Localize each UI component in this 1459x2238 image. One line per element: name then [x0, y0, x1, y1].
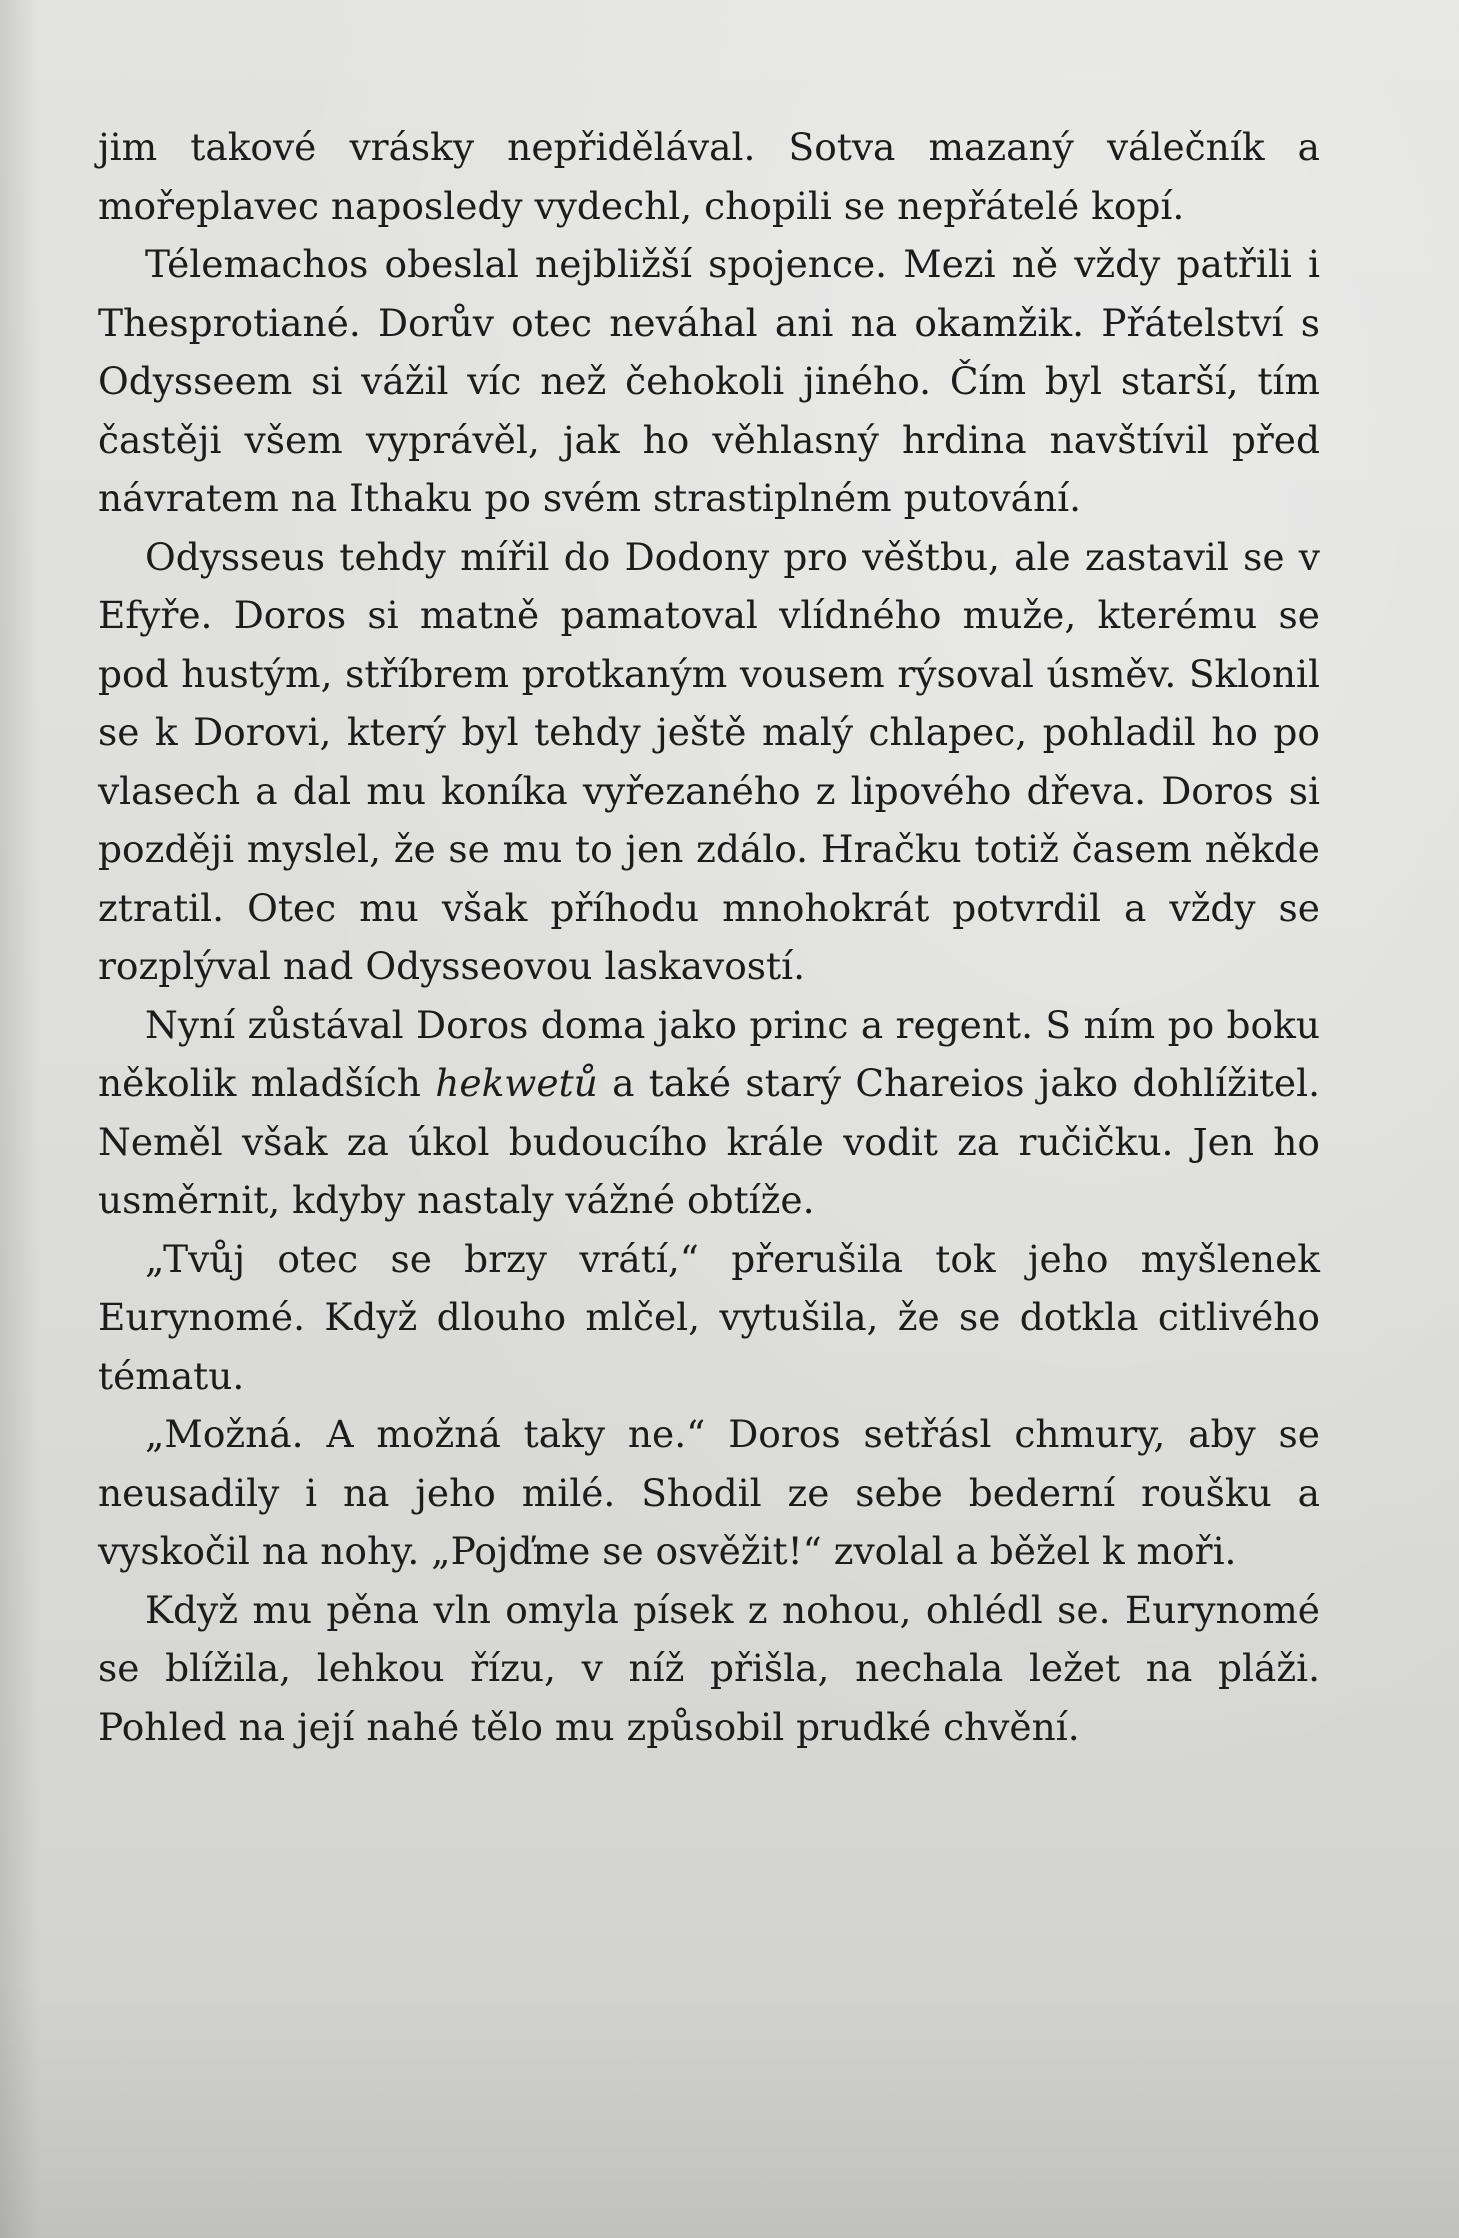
paragraph-1: jim takové vrásky nepřidělával. Sotva mazaný válečník a mořeplavec naposledy vydechl, chopili se nepřátelé kopí. — [98, 125, 1320, 228]
paragraph-4-text-after: a také starý Chareios jako dohlížitel. Neměl však za úkol budoucího krále vodit za ručičku. Jen ho usměrnit, kdyby nastaly vážné obtíže. — [98, 1061, 1320, 1222]
paragraph-7: Když mu pěna vln omyla písek z nohou, ohlédl se. Eurynomé se blížila, lehkou řízu, v níž přišla, nechala ležet na pláži. Pohled na její nahé tělo mu způsobil prudké chvění. — [98, 1587, 1320, 1749]
paragraph-3: Odysseus tehdy mířil do Dodony pro věštbu, ale zastavil se v Efyře. Doros si matně pamatoval vlídného muže, kterému se pod hustým, stříbrem protkaným vousem rýsoval úsměv. Sklonil se k Dorovi, který byl tehdy ještě malý chlapec, pohladil ho po vlasech a dal mu koníka vyřezaného z lipového dřeva. Doros si později myslel, že se mu to jen zdálo. Hračku totiž časem někde ztratil. Otec mu však příhodu mnohokrát potvrdil a vždy se rozplýval nad Odysseovou laskavostí. — [98, 534, 1320, 988]
paragraph-4 — [98, 996, 1320, 1230]
paragraph-4-text-before: Nyní zůstával Doros doma jako princ a regent. S ním po boku několik mladších — [98, 1002, 1320, 1105]
paragraph-5: „Tvůj otec se brzy vrátí,“ přerušila tok jeho myšlenek Eurynomé. Když dlouho mlčel, vytušila, že se dotkla citlivého tématu. — [98, 1236, 1320, 1398]
paragraph-6: „Možná. A možná taky ne.“ Doros setřásl chmury, aby se neusadily i na jeho milé. Shodil ze sebe bederní roušku a vyskočil na nohy. „Pojďme se osvěžit!“ zvolal a běžel k moři. — [98, 1412, 1320, 1573]
emphasized-term: hekwetů — [435, 1061, 598, 1105]
paragraph-2: Télemachos obeslal nejbližší spojence. Mezi ně vždy patřili i Thesprotiané. Dorův otec neváhal ani na okamžik. Přátelství s Odysseem si vážil víc než čehokoli jiného. Čím byl starší, tím častěji všem vyprávěl, jak ho věhlasný hrdina navštívil před návratem na Ithaku po svém strastiplném putování. — [98, 242, 1320, 520]
body-text — [98, 118, 1320, 1756]
